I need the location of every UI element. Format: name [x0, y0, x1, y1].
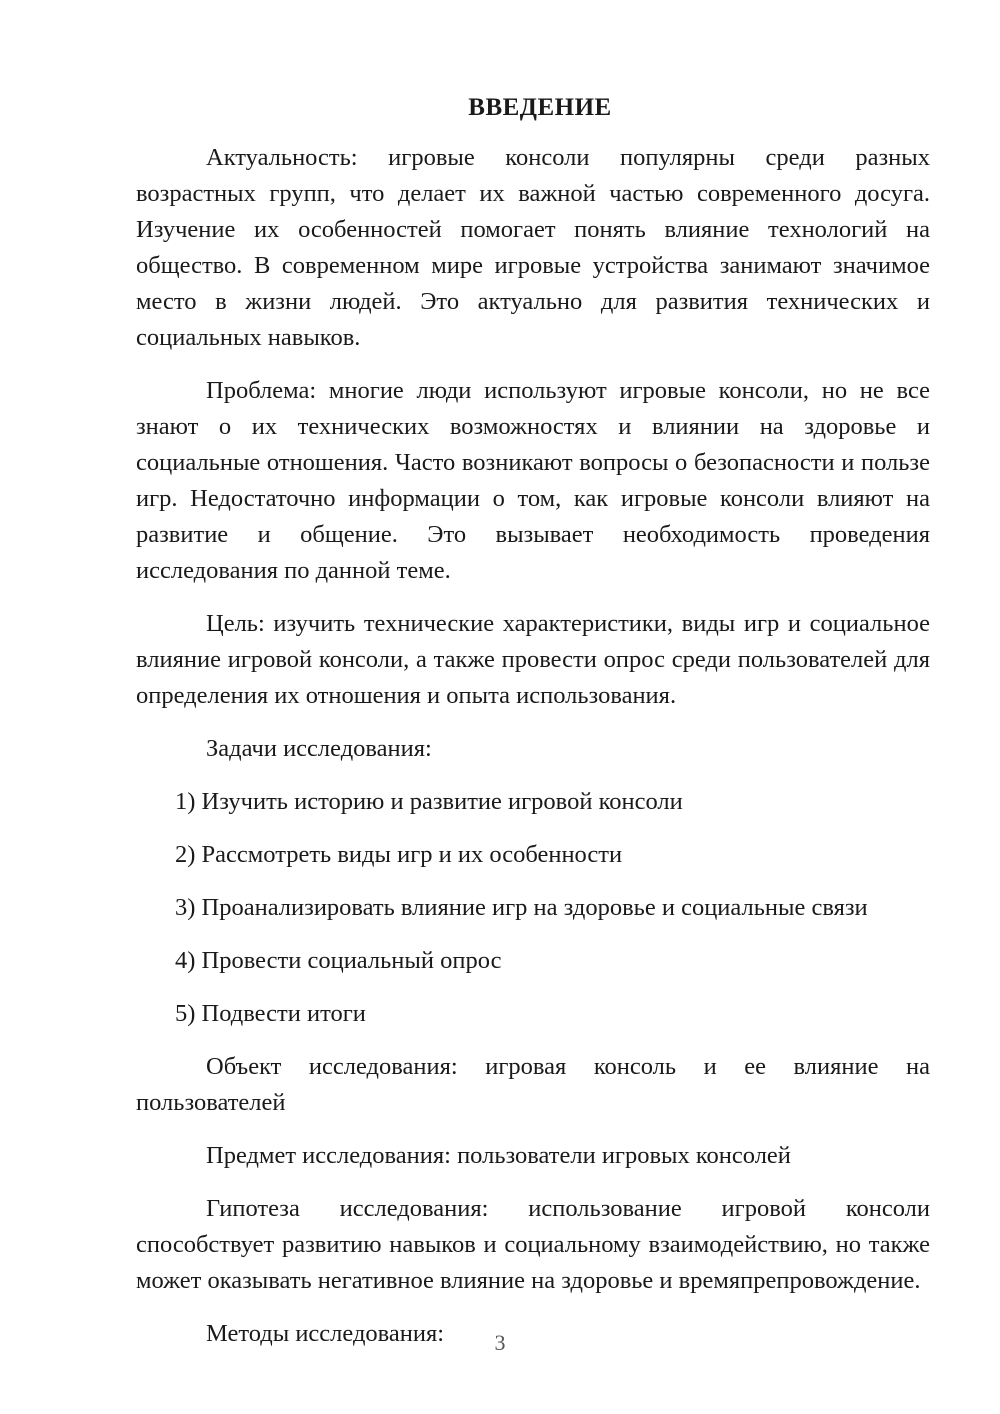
paragraph-goal: Цель: изучить технические характеристики, виды игр и социальное влияние игровой консоли, а также провести опрос среди пользователей для определения их отношения и опыта использования.: [136, 610, 930, 709]
paragraph-hypothesis: Гипотеза исследования: использование игровой консоли способствует развитию навыков и социальному взаимодействию, но также может оказывать негативное влияние на здоровье и времяпрепровождение.: [136, 1195, 930, 1294]
paragraph-relevance: Актуальность: игровые консоли популярны среди разных возрастных групп, что делает их важной частью современного досуга. Изучение их особенностей помогает понять влияние технологий на общество. В современном мире игровые устройства занимают значимое место в жизни людей. Это актуально для развития технических и социальных навыков.: [136, 144, 930, 351]
list-item: 2) Рассмотреть виды игр и их особенности: [175, 841, 623, 868]
list-item: 5) Подвести итоги: [175, 1000, 366, 1027]
tasks-heading: Задачи исследования:: [206, 735, 432, 762]
paragraph-object: Объект исследования: игровая консоль и ее влияние на пользователей: [136, 1053, 930, 1116]
page-number: 3: [494, 1330, 506, 1355]
list-item: 4) Провести социальный опрос: [175, 947, 502, 974]
document-content: [136, 0, 930, 1352]
list-item: 1) Изучить историю и развитие игровой консоли: [175, 788, 683, 815]
paragraph-subject: Предмет исследования: пользователи игровых консолей: [206, 1142, 791, 1169]
list-item: 3) Проанализировать влияние игр на здоровье и социальные связи: [175, 894, 868, 921]
tasks-list: [136, 767, 930, 1032]
page-title: ВВЕДЕНИЕ: [468, 94, 612, 121]
methods-heading: Методы исследования:: [206, 1320, 445, 1347]
paragraph-problem: Проблема: многие люди используют игровые консоли, но не все знают о их технических возможностях и влиянии на здоровье и социальные отношения. Часто возникают вопросы о безопасности и пользе игр. Недостаточно информации о том, как игровые консоли влияют на развитие и общение. Это вызывает необходимость проведения исследования по данной теме.: [136, 377, 930, 584]
